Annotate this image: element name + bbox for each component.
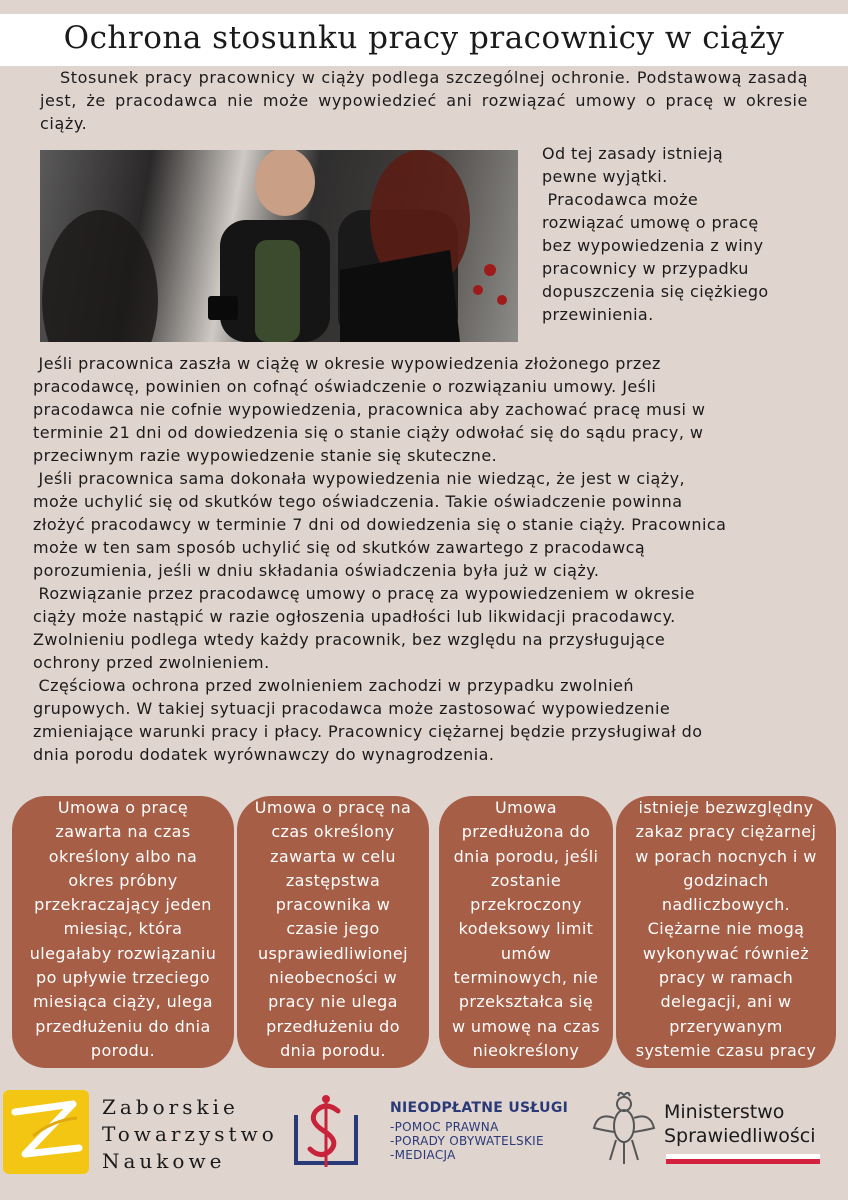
box-line: przedłużeniu do: [266, 1016, 400, 1036]
box-line: porodu.: [90, 1040, 156, 1060]
box-line: określony albo na: [48, 846, 198, 866]
free-services-item: -POMOC PRAWNA: [390, 1120, 499, 1134]
box-line: pracownika w: [275, 895, 391, 915]
box-line: czasie jego: [286, 919, 380, 939]
box-line: przedłużeniu do dnia: [35, 1016, 211, 1036]
box-line: umów: [500, 943, 552, 963]
box-line: przekształca się: [458, 992, 594, 1012]
zaborskie-logo-icon: [3, 1090, 89, 1174]
box-line: nieokreślony: [472, 1040, 580, 1060]
polish-flag-stripe: [666, 1154, 820, 1164]
ministry-name: [664, 1100, 816, 1148]
side-line: bez wypowiedzenia z winy: [542, 236, 764, 255]
box-line: terminowych, nie: [453, 968, 599, 988]
box-line: okres próbny: [68, 870, 178, 890]
free-services-logo-icon: [290, 1093, 362, 1171]
box-line: dnia porodu, jeśli: [453, 846, 599, 866]
box-line: kodeksowy limit: [458, 919, 594, 939]
body-line: terminie 21 dni od dowiedzenia się o stanie ciąży odwołać się do sądu pracy, w: [33, 423, 704, 442]
side-line: Pracodawca może: [542, 190, 699, 209]
free-services-item: -PORADY OBYWATELSKIE: [390, 1134, 544, 1148]
box-line: miesiąca ciąży, ulega: [32, 992, 214, 1012]
info-box-fixed-term: [12, 796, 234, 1068]
box-line: zakaz pracy ciężarnej: [635, 822, 817, 842]
box-line: godzinach: [683, 870, 769, 890]
box-line: pracy nie ulega: [268, 992, 398, 1012]
box-line: wykonywać również: [642, 943, 810, 963]
body-line: Rozwiązanie przez pracodawcę umowy o pracę za wypowiedzeniem w okresie: [33, 584, 695, 603]
body-line: przeciwnym razie wypowiedzenie stanie się skuteczne.: [33, 446, 498, 465]
ministry-line: Ministerstwo: [664, 1101, 785, 1123]
body-line: Jeśli pracownica sama dokonała wypowiedzenia nie wiedząc, że jest w ciąży,: [33, 469, 686, 488]
body-text: [33, 352, 828, 766]
box-line: przekraczający jeden: [34, 895, 212, 915]
info-box-replacement: [237, 796, 429, 1068]
box-line: przerywanym: [669, 1016, 783, 1036]
box-line: przekroczony: [470, 895, 582, 915]
box-line: zostanie: [490, 870, 562, 890]
footer: [0, 1080, 848, 1200]
box-line: Umowa o pracę na: [254, 798, 412, 817]
zaborskie-name: [102, 1094, 278, 1175]
box-line: istnieje bezwzględny: [638, 798, 814, 817]
box-line: przedłużona do: [461, 822, 591, 842]
office-photo: [40, 150, 518, 342]
box-line: Umowa: [495, 798, 557, 817]
side-line: rozwiązać umowę o pracę: [542, 213, 759, 232]
box-line: miesiąc, która: [63, 919, 183, 939]
body-line: ochrony przed zwolnieniem.: [33, 653, 270, 672]
body-line: porozumienia, jeśli w dniu składania oświadczenia była już w ciąży.: [33, 561, 600, 580]
body-line: grupowych. W takiej sytuacji pracodawca może zastosować wypowiedzenie: [33, 699, 671, 718]
box-line: Ciężarne nie mogą: [647, 919, 805, 939]
body-line: zmieniające warunki pracy i płacy. Pracownicy ciężarnej będzie przysługiwał do: [33, 722, 703, 741]
side-line: pracownicy w przypadku: [542, 259, 749, 278]
box-line: Umowa o pracę: [57, 798, 189, 817]
info-box-extended: [439, 796, 613, 1068]
intro-paragraph: Stosunek pracy pracownicy w ciąży podlega szczególnej ochronie. Podstawową zasadą jest, że pracodawca nie może wypowiedzieć ani rozwiązać umowy o pracę w okresie ciąży.: [40, 68, 808, 133]
box-line: usprawiedliwionej: [258, 943, 408, 963]
zt-line: Naukowe: [102, 1149, 226, 1173]
body-line: pracodawca nie cofnie wypowiedzenia, pracownica aby zachować pracę musi w: [33, 400, 706, 419]
body-line: dnia porodu dodatek wyrównawczy do wynagrodzenia.: [33, 745, 495, 764]
free-services-list: [390, 1120, 544, 1162]
page-title: Ochrona stosunku pracy pracownicy w ciąży: [63, 20, 785, 56]
ministry-line: Sprawiedliwości: [664, 1125, 816, 1147]
box-line: pracy w ramach: [658, 968, 794, 988]
body-line: Częściowa ochrona przed zwolnieniem zachodzi w przypadku zwolnień: [33, 676, 634, 695]
body-line: może uchylić się od skutków tego oświadczenia. Takie oświadczenie powinna: [33, 492, 683, 511]
box-line: zawarta na czas: [55, 822, 191, 842]
body-line: pracodawcę, powinien on cofnąć oświadczenie o rozwiązaniu umowy. Jeśli: [33, 377, 657, 396]
body-line: Zwolnieniu podlega wtedy każdy pracownik, bez względu na przysługujące: [33, 630, 666, 649]
body-line: ciąży może nastąpić w razie ogłoszenia upadłości lub likwidacji pracodawcy.: [33, 607, 676, 626]
box-line: delegacji, ani w: [660, 992, 792, 1012]
box-line: w umowę na czas: [451, 1016, 601, 1036]
info-box-night-work: [616, 796, 836, 1068]
side-line: pewne wyjątki.: [542, 167, 668, 186]
box-line: czas określony: [271, 822, 395, 842]
box-line: nieobecności w: [268, 968, 398, 988]
box-line: w porach nocnych i w: [635, 846, 817, 866]
side-line: dopuszczenia się ciężkiego: [542, 282, 769, 301]
body-line: może w ten sam sposób uchylić się od skutków zawartego z pracodawcą: [33, 538, 646, 557]
box-line: dnia porodu.: [280, 1040, 386, 1060]
free-services-title: NIEODPŁATNE USŁUGI: [390, 1100, 569, 1116]
box-line: ulegałaby rozwiązaniu: [29, 943, 217, 963]
box-line: systemie czasu pracy: [635, 1040, 817, 1060]
zt-line: Zaborskie: [102, 1095, 239, 1119]
box-line: zawarta w celu: [270, 846, 396, 866]
zt-line: Towarzystwo: [102, 1122, 278, 1146]
box-line: nadliczbowych.: [661, 895, 791, 915]
side-line: Od tej zasady istnieją: [542, 144, 724, 163]
free-services-item: -MEDIACJA: [390, 1148, 456, 1162]
box-line: po upływie trzeciego: [36, 968, 210, 988]
side-line: przewinienia.: [542, 305, 654, 324]
body-line: Jeśli pracownica zaszła w ciążę w okresie wypowiedzenia złożonego przez: [33, 354, 661, 373]
box-line: zastępstwa: [285, 870, 381, 890]
eagle-emblem-icon: [590, 1092, 658, 1168]
body-line: złożyć pracodawcy w terminie 7 dni od dowiedzenia się o stanie ciąży. Pracownica: [33, 515, 727, 534]
exceptions-text: [542, 142, 812, 326]
